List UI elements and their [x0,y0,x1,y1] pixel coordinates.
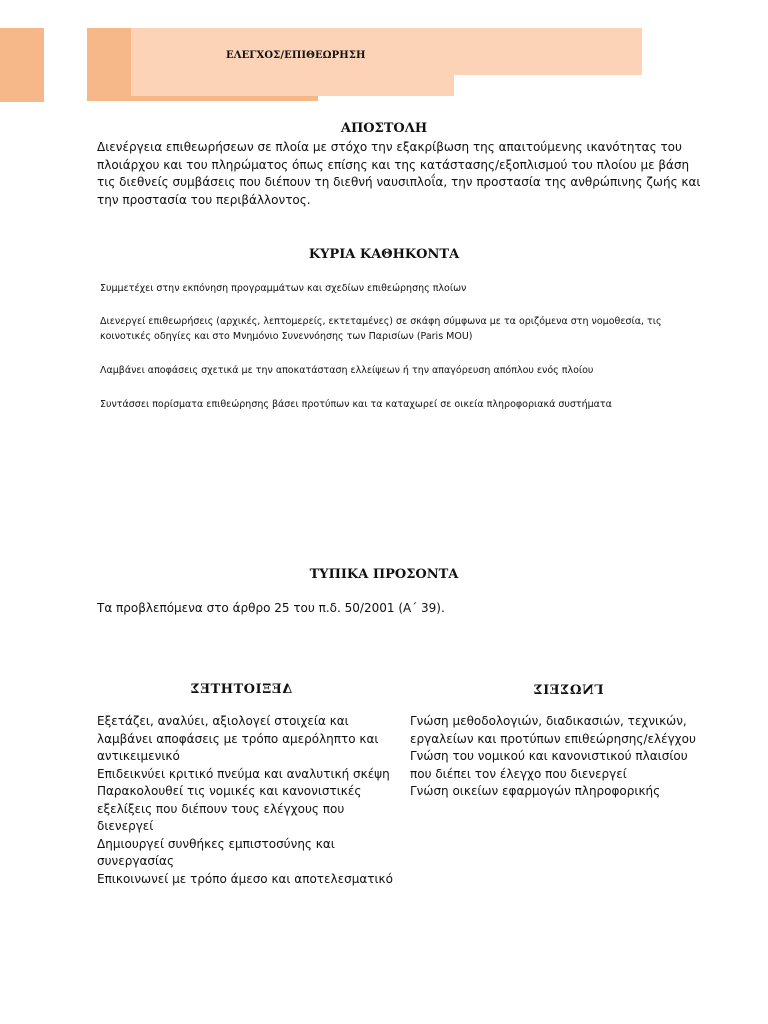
banner-shape-light-lower [131,75,454,96]
banner-shape-light [131,28,642,75]
banner-accent-left [0,28,44,102]
skills-list [97,713,393,888]
skill-item: Εξετάζει, αναλύει, αξιολογεί στοιχεία και λαμβάνει αποφάσεις με τρόπο αμερόληπτο και αντικειμενικό [97,714,379,763]
knowledge-heading: ΓΝΩΣΕΙΣ [533,683,604,698]
skill-item: Παρακολουθεί τις νομικές και κανονιστικές εξελίξεις που διέπουν τους ελέγχους που διενεργεί [97,784,362,833]
skills-heading: ΔΕΞΙΟΤΗΤΕΣ [190,682,293,697]
skill-item: Επικοινωνεί με τρόπο άμεσο και αποτελεσματικό [97,871,393,886]
mission-text: Διενέργεια επιθεωρήσεων σε πλοία με στόχο την εξακρίβωση της απαιτούμενης ικανότητας του πλοιάρχου και του πληρώματος όπως επίσης και της κατάστασης/εξοπλισμού του πλοίου με βάση τις διεθνείς συμβάσεις που διέπουν τη διεθνή ναυσιπλοΐα, την προστασία της ανθρώπινης ζωής και την προστασία του περιβάλλοντος. [97,140,701,207]
knowledge-item: Γνώση μεθοδολογιών, διαδικασιών, τεχνικών, εργαλείων και προτύπων επιθεώρησης/ελέγχου [410,714,696,746]
duty-item: Λαμβάνει αποφάσεις σχετικά με την αποκατάσταση ελλείψεων ή την απαγόρευση απόπλου ενός πλοίου [100,365,594,376]
qualifications-text: Τα προβλεπόμενα στο άρθρο 25 του π.δ. 50/2001 (Α΄ 39). [97,601,445,615]
duty-item: Συμμετέχει στην εκπόνηση προγραμμάτων και σχεδίων επιθεώρησης πλοίων [100,283,467,294]
knowledge-list [410,713,710,801]
knowledge-item: Γνώση του νομικού και κανονιστικού πλαισίου που διέπει τον έλεγχο που διενεργεί [410,749,688,781]
knowledge-item: Γνώση οικείων εφαρμογών πληροφορικής [410,784,661,798]
skill-item: Επιδεικνύει κριτικό πνεύμα και αναλυτική σκέψη [97,766,390,781]
document-header-title: ΕΛΕΓΧΟΣ/ΕΠΙΘΕΩΡΗΣΗ [226,50,366,61]
duty-item: Διενεργεί επιθεωρήσεις (αρχικές, λεπτομερείς, εκτεταμένες) σε σκάφη σύμφωνα με τα οριζόμενα στη νομοθεσία, τις κοινοτικές οδηγίες και στο Μνημόνιο Συνεννόησης των Παρισίων (Paris MOU) [100,316,662,342]
mission-heading: ΑΠΟΣΤΟΛΗ [340,121,428,136]
duty-item: Συντάσσει πορίσματα επιθεώρησης βάσει προτύπων και τα καταχωρεί σε οικεία πληροφοριακά συστήματα [100,399,612,410]
skill-item: Δημιουργεί συνθήκες εμπιστοσύνης και συνεργασίας [97,836,335,868]
qualifications-heading: ΤΥΠΙΚΑ ΠΡΟΣΟΝΤΑ [309,567,459,582]
duties-heading: ΚΥΡΙΑ ΚΑΘΗΚΟΝΤΑ [308,247,460,262]
